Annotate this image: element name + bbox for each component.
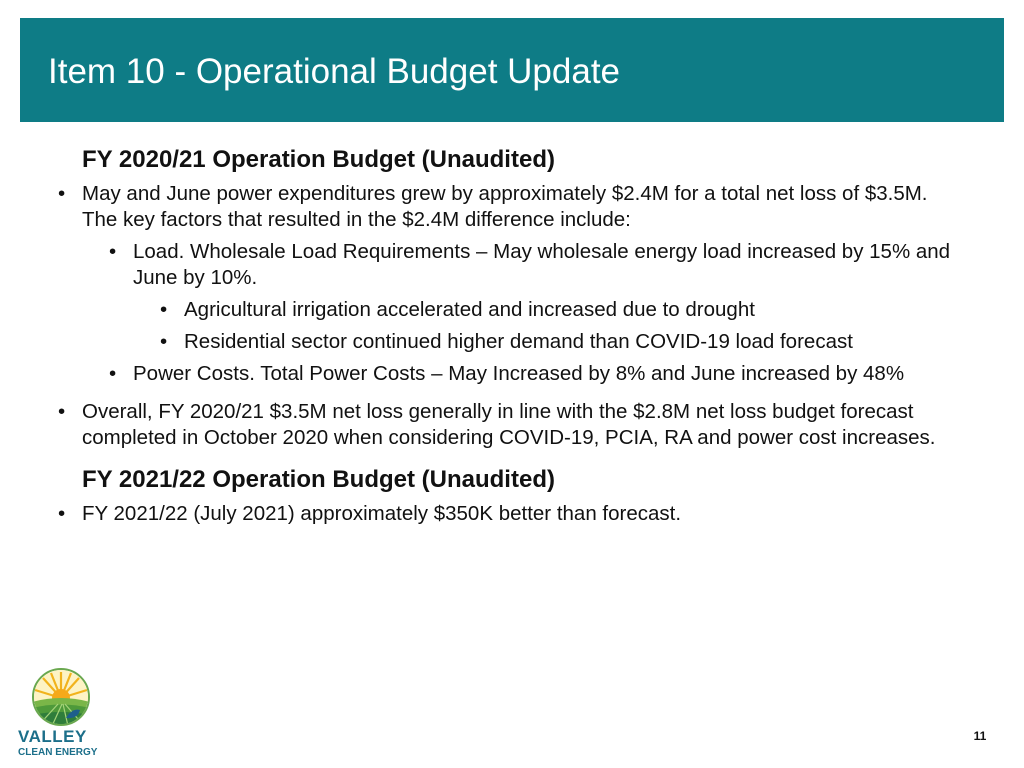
valley-clean-energy-logo <box>18 668 106 760</box>
slide-title: Item 10 - Operational Budget Update <box>48 52 621 91</box>
section-heading-fy2122: FY 2021/22 Operation Budget (Unaudited) <box>82 466 555 493</box>
sun-field-logo-icon <box>32 668 90 726</box>
section-heading-fy2021: FY 2020/21 Operation Budget (Unaudited) <box>82 146 555 173</box>
bullet-july-2021: • FY 2021/22 (July 2021) approximately $350K better than forecast. <box>82 501 962 527</box>
logo-text-valley: VALLEY <box>18 727 87 746</box>
sub-bullet-load <box>133 239 962 355</box>
logo-text-clean-energy: CLEAN ENERGY <box>18 747 98 758</box>
sub-sub-bullet-residential: • Residential sector continued higher demand than COVID-19 load forecast <box>184 329 962 355</box>
sub-sub-bullet-list-load <box>133 297 962 355</box>
sub-sub-bullet-agricultural: • Agricultural irrigation accelerated and increased due to drought <box>184 297 962 323</box>
sub-bullet-power-costs: • Power Costs. Total Power Costs – May Increased by 8% and June increased by 48% <box>133 361 962 387</box>
sub-bullet-list-factors <box>82 239 962 387</box>
slide-content <box>82 145 962 527</box>
bullet-text: Load. Wholesale Load Requirements – May wholesale energy load increased by 15% and June by 10%. <box>133 240 951 289</box>
bullet-list-fy2021 <box>82 181 962 451</box>
bullet-power-expenditures <box>82 181 962 387</box>
page-number: 11 <box>973 729 987 743</box>
bullet-overall-net-loss: • Overall, FY 2020/21 $3.5M net loss generally in line with the $2.8M net loss budget forecast completed in October 2020 when considering COVID-19, PCIA, RA and power cost increases. <box>82 399 962 451</box>
title-bar <box>20 18 1004 122</box>
bullet-text: May and June power expenditures grew by approximately $2.4M for a total net loss of $3.5M. The key factors that resulted in the $2.4M difference include: <box>82 182 928 231</box>
bullet-list-fy2122 <box>82 501 962 527</box>
